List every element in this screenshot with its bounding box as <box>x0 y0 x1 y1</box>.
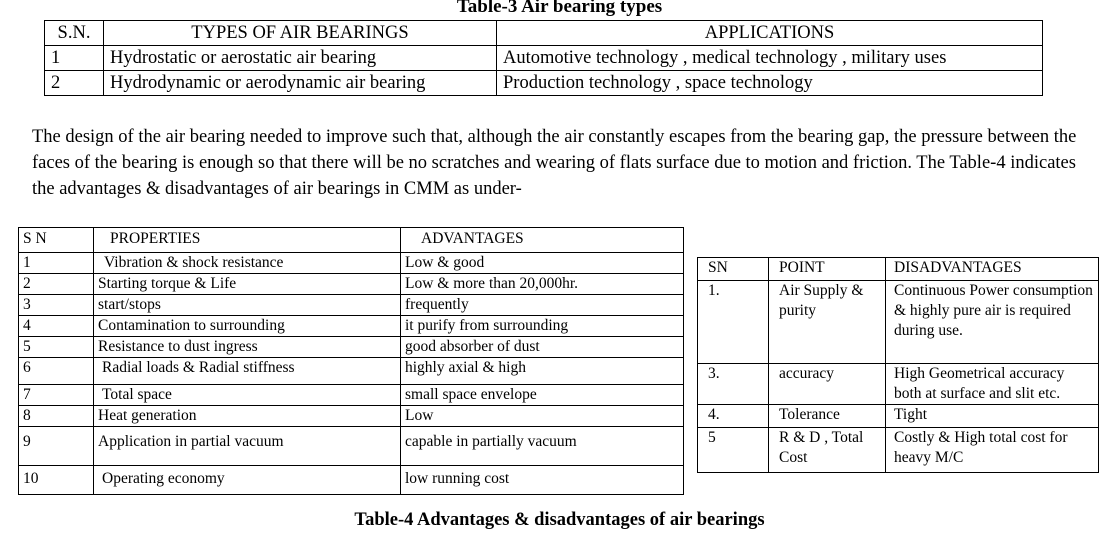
table3-title: Table-3 Air bearing types <box>456 0 663 17</box>
table-cell: Production technology , space technology <box>497 71 1043 96</box>
table-cell: frequently <box>401 295 684 316</box>
table-cell: small space envelope <box>401 385 684 406</box>
table-cell: 1 <box>19 253 94 274</box>
table-cell: Low <box>401 406 684 427</box>
table-row <box>19 358 684 385</box>
table-row <box>19 274 684 295</box>
table-cell: accuracy <box>769 364 886 405</box>
table-cell: Costly & High total cost for heavy M/C <box>886 428 1099 473</box>
table-row <box>19 427 684 466</box>
table-cell: 7 <box>19 385 94 406</box>
table-cell: 2 <box>45 71 104 96</box>
table-row <box>19 466 684 495</box>
header-cell: POINT <box>769 258 886 281</box>
table-cell: Contamination to surrounding <box>94 316 401 337</box>
table-header-row <box>19 228 684 253</box>
paragraph-text: The design of the air bearing needed to improve such that, although the air constantly escapes from the bearing gap, the pressure between the faces of the bearing is enough so that there will be no scratches and wearing of flats surface due to motion and friction. The Table-4 indicates the advantages & disadvantages of air bearings in CMM as under- <box>32 127 1077 199</box>
table-cell: capable in partially vacuum <box>401 427 684 466</box>
table-cell: 3. <box>698 364 769 405</box>
header-cell: S N <box>19 228 94 253</box>
table-cell: Hydrostatic or aerostatic air bearing <box>104 46 497 71</box>
table-cell: High Geometrical accuracy both at surface and slit etc. <box>886 364 1099 405</box>
header-cell: DISADVANTAGES <box>886 258 1099 281</box>
header-cell: PROPERTIES <box>94 228 401 253</box>
table-cell: Air Supply & purity <box>769 281 886 364</box>
table-cell: Starting torque & Life <box>94 274 401 295</box>
table-cell: Heat generation <box>94 406 401 427</box>
table-cell: 10 <box>19 466 94 495</box>
header-cell: TYPES OF AIR BEARINGS <box>104 21 497 46</box>
table-row <box>19 253 684 274</box>
air-bearing-types-table <box>44 20 1043 96</box>
table-header-row <box>45 21 1043 46</box>
table-cell: 9 <box>19 427 94 466</box>
table-cell: 6 <box>19 358 94 385</box>
table-row <box>698 428 1099 473</box>
header-cell: SN <box>698 258 769 281</box>
table-cell: Application in partial vacuum <box>94 427 401 466</box>
table-row <box>45 71 1043 96</box>
table4-title: Table-4 Advantages & disadvantages of air bearings <box>354 510 765 530</box>
table-row <box>19 385 684 406</box>
table-cell: Low & more than 20,000hr. <box>401 274 684 295</box>
table-row <box>19 295 684 316</box>
table-cell: Operating economy <box>94 466 401 495</box>
table-cell: 5 <box>19 337 94 358</box>
table-row <box>19 337 684 358</box>
table-cell: Radial loads & Radial stiffness <box>94 358 401 385</box>
table-row <box>19 406 684 427</box>
header-cell: S.N. <box>45 21 104 46</box>
header-cell: APPLICATIONS <box>497 21 1043 46</box>
table-cell: 5 <box>698 428 769 473</box>
table-row <box>45 46 1043 71</box>
table-cell: Total space <box>94 385 401 406</box>
table-cell: good absorber of dust <box>401 337 684 358</box>
table-cell: Tight <box>886 405 1099 428</box>
table-cell: Low & good <box>401 253 684 274</box>
table-cell: 1. <box>698 281 769 364</box>
table-cell: start/stops <box>94 295 401 316</box>
disadvantages-table <box>697 257 1099 473</box>
table-cell: R & D , Total Cost <box>769 428 886 473</box>
table-cell: Vibration & shock resistance <box>94 253 401 274</box>
table-cell: 3 <box>19 295 94 316</box>
table-cell: Hydrodynamic or aerodynamic air bearing <box>104 71 497 96</box>
table-cell: 4 <box>19 316 94 337</box>
table-cell: Continuous Power consumption & highly pure air is required during use. <box>886 281 1099 364</box>
table-cell: Tolerance <box>769 405 886 428</box>
table-header-row <box>698 258 1099 281</box>
table-cell: Automotive technology , medical technology , military uses <box>497 46 1043 71</box>
table-cell: highly axial & high <box>401 358 684 385</box>
table-row <box>698 281 1099 364</box>
table-cell: it purify from surrounding <box>401 316 684 337</box>
table-cell: 4. <box>698 405 769 428</box>
table-row <box>19 316 684 337</box>
table-cell: 2 <box>19 274 94 295</box>
header-cell: ADVANTAGES <box>401 228 684 253</box>
table-row <box>698 405 1099 428</box>
table-cell: low running cost <box>401 466 684 495</box>
table-cell: Resistance to dust ingress <box>94 337 401 358</box>
table-cell: 1 <box>45 46 104 71</box>
table-row <box>698 364 1099 405</box>
advantages-table <box>18 227 684 495</box>
table-cell: 8 <box>19 406 94 427</box>
body-paragraph <box>32 124 1092 202</box>
